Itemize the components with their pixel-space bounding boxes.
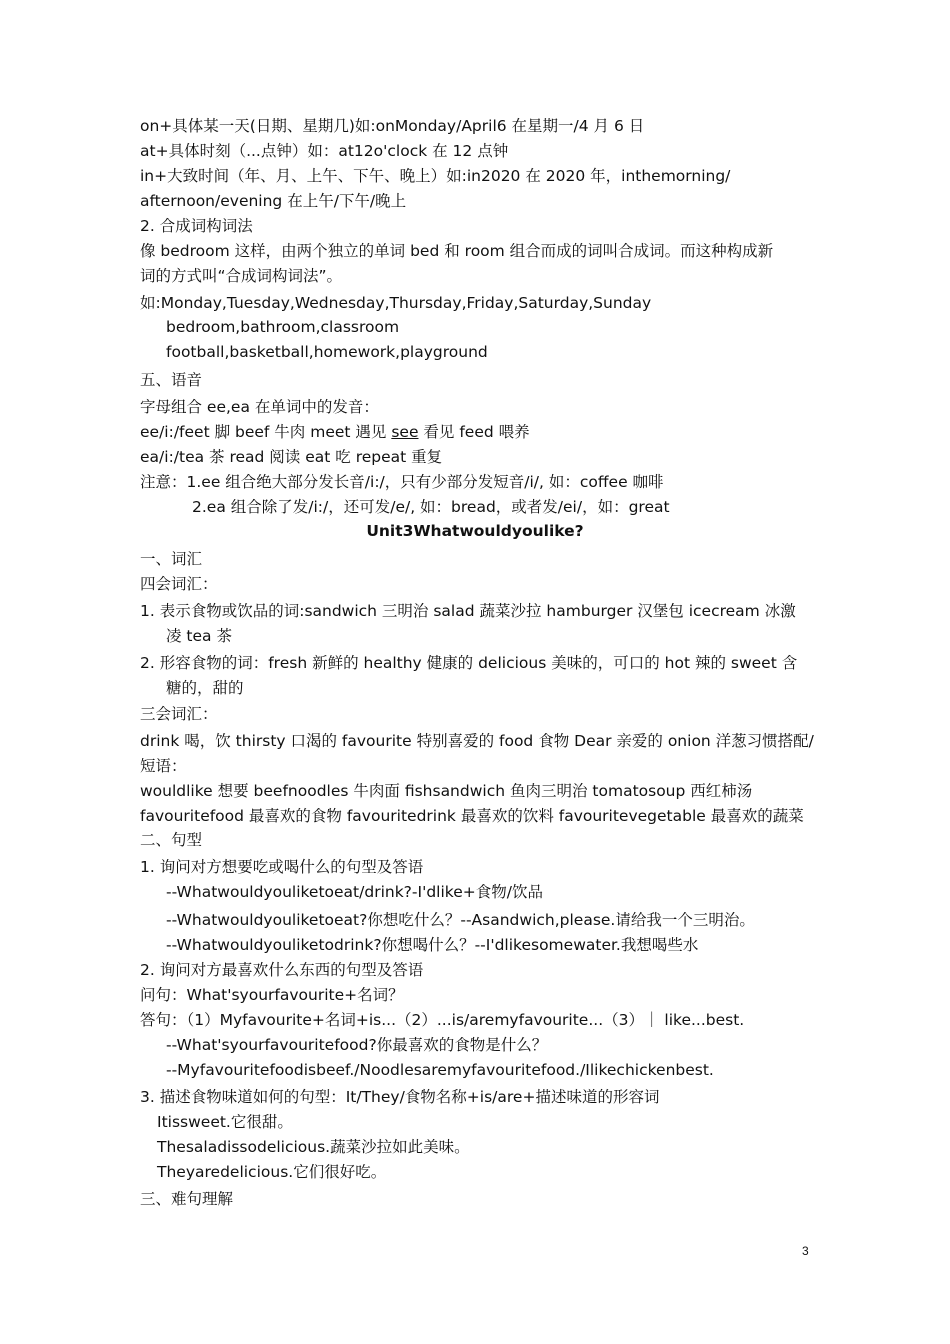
text-line: 如:Monday,Tuesday,Wednesday,Thursday,Friday,Saturday,Sunday (140, 294, 652, 312)
section-heading: 三、难句理解 (140, 1190, 234, 1208)
text-line: on+具体某一天(日期、星期几)如:onMonday/April6 在星期一/4 月 6 日 (140, 117, 645, 135)
text-line: in+大致时间（年、月、上午、下午、晚上）如:in2020 在 2020 年，inthemorning/ (140, 167, 731, 185)
text-line: ea/i:/tea 茶 read 阅读 eat 吃 repeat 重复 (140, 448, 443, 466)
list-item: 3. 描述食物味道如何的句型：It/They/食物名称+is/are+描述味道的形容词 (140, 1088, 660, 1106)
text-line: --Whatwouldyouliketoeat/drink?-I'dlike+食物/饮品 (166, 883, 543, 901)
text-line: drink 喝，饮 thirsty 口渴的 favourite 特别喜爱的 food 食物 Dear 亲爱的 onion 洋葱习惯搭配/ (140, 732, 814, 750)
list-item: 1. 询问对方想要吃或喝什么的句型及答语 (140, 858, 424, 876)
text-span: 看见 feed 喂养 (418, 423, 530, 441)
text-line: 字母组合 ee,ea 在单词中的发音： (140, 398, 379, 416)
text-line: football,basketball,homework,playground (166, 343, 488, 361)
text-line: bedroom,bathroom,classroom (166, 318, 400, 336)
text-line: --Myfavouritefoodisbeef./Noodlesaremyfavouritefood./Ilikechickenbest. (166, 1061, 714, 1079)
text-line: 2.ea 组合除了发/i:/，还可发/e/, 如：bread，或者发/ei/，如：great (192, 498, 670, 516)
text-line: Itissweet.它很甜。 (157, 1113, 293, 1131)
text-line: --Whatwouldyouliketodrink?你想喝什么？--I'dlikesomewater.我想喝些水 (166, 936, 699, 954)
text-line: Theyaredelicious.它们很好吃。 (157, 1163, 387, 1181)
unit-title: Unit3Whatwouldyoulike? (366, 522, 584, 540)
text-line: --What'syourfavouritefood?你最喜欢的食物是什么？ (166, 1036, 548, 1054)
list-item: 1. 表示食物或饮品的词:sandwich 三明治 salad 蔬菜沙拉 hamburger 汉堡包 icecream 冰激 (140, 602, 796, 620)
text-line: wouldlike 想要 beefnoodles 牛肉面 fishsandwich 鱼肉三明治 tomatosoup 西红柿汤 (140, 782, 753, 800)
text-line: Thesaladissodelicious.蔬菜沙拉如此美味。 (157, 1138, 470, 1156)
text-line: 凌 tea 茶 (166, 627, 232, 645)
text-line: 词的方式叫“合成词构词法”。 (140, 267, 343, 285)
text-line: 问句：What'syourfavourite+名词？ (140, 986, 404, 1004)
list-item: 2. 询问对方最喜欢什么东西的句型及答语 (140, 961, 424, 979)
text-line: 三会词汇： (140, 705, 218, 723)
text-line: --Whatwouldyouliketoeat?你想吃什么？--Asandwich,please.请给我一个三明治。 (166, 911, 755, 929)
text-line: 四会词汇： (140, 575, 218, 593)
section-heading: 2. 合成词构词法 (140, 217, 253, 235)
text-line (140, 422, 530, 442)
text-line: 注意：1.ee 组合绝大部分发长音/i:/，只有少部分发短音/i/, 如：coffee 咖啡 (140, 473, 664, 491)
text-line: at+具体时刻（...点钟）如：at12o'clock 在 12 点钟 (140, 142, 509, 160)
section-heading: 二、句型 (140, 831, 203, 849)
underlined-word: see (391, 423, 419, 441)
page-number: 3 (802, 1244, 809, 1258)
text-line: 糖的，甜的 (166, 679, 244, 697)
text-line: 像 bedroom 这样，由两个独立的单词 bed 和 room 组合而成的词叫合成词。而这种构成新 (140, 242, 774, 260)
section-heading: 一、词汇 (140, 550, 203, 568)
text-line: afternoon/evening 在上午/下午/晚上 (140, 192, 407, 210)
list-item: 2. 形容食物的词：fresh 新鲜的 healthy 健康的 delicious 美味的，可口的 hot 辣的 sweet 含 (140, 654, 798, 672)
text-line: 短语： (140, 757, 187, 775)
text-line: 答句：（1）Myfavourite+名词+is...（2）...is/aremyfavourite...（3）｜ like...best. (140, 1011, 745, 1029)
text-line: favouritefood 最喜欢的食物 favouritedrink 最喜欢的饮料 favouritevegetable 最喜欢的蔬菜 (140, 807, 804, 825)
text-span: ee/i:/feet 脚 beef 牛肉 meet 遇见 (140, 423, 392, 441)
section-heading: 五、语音 (140, 371, 203, 389)
